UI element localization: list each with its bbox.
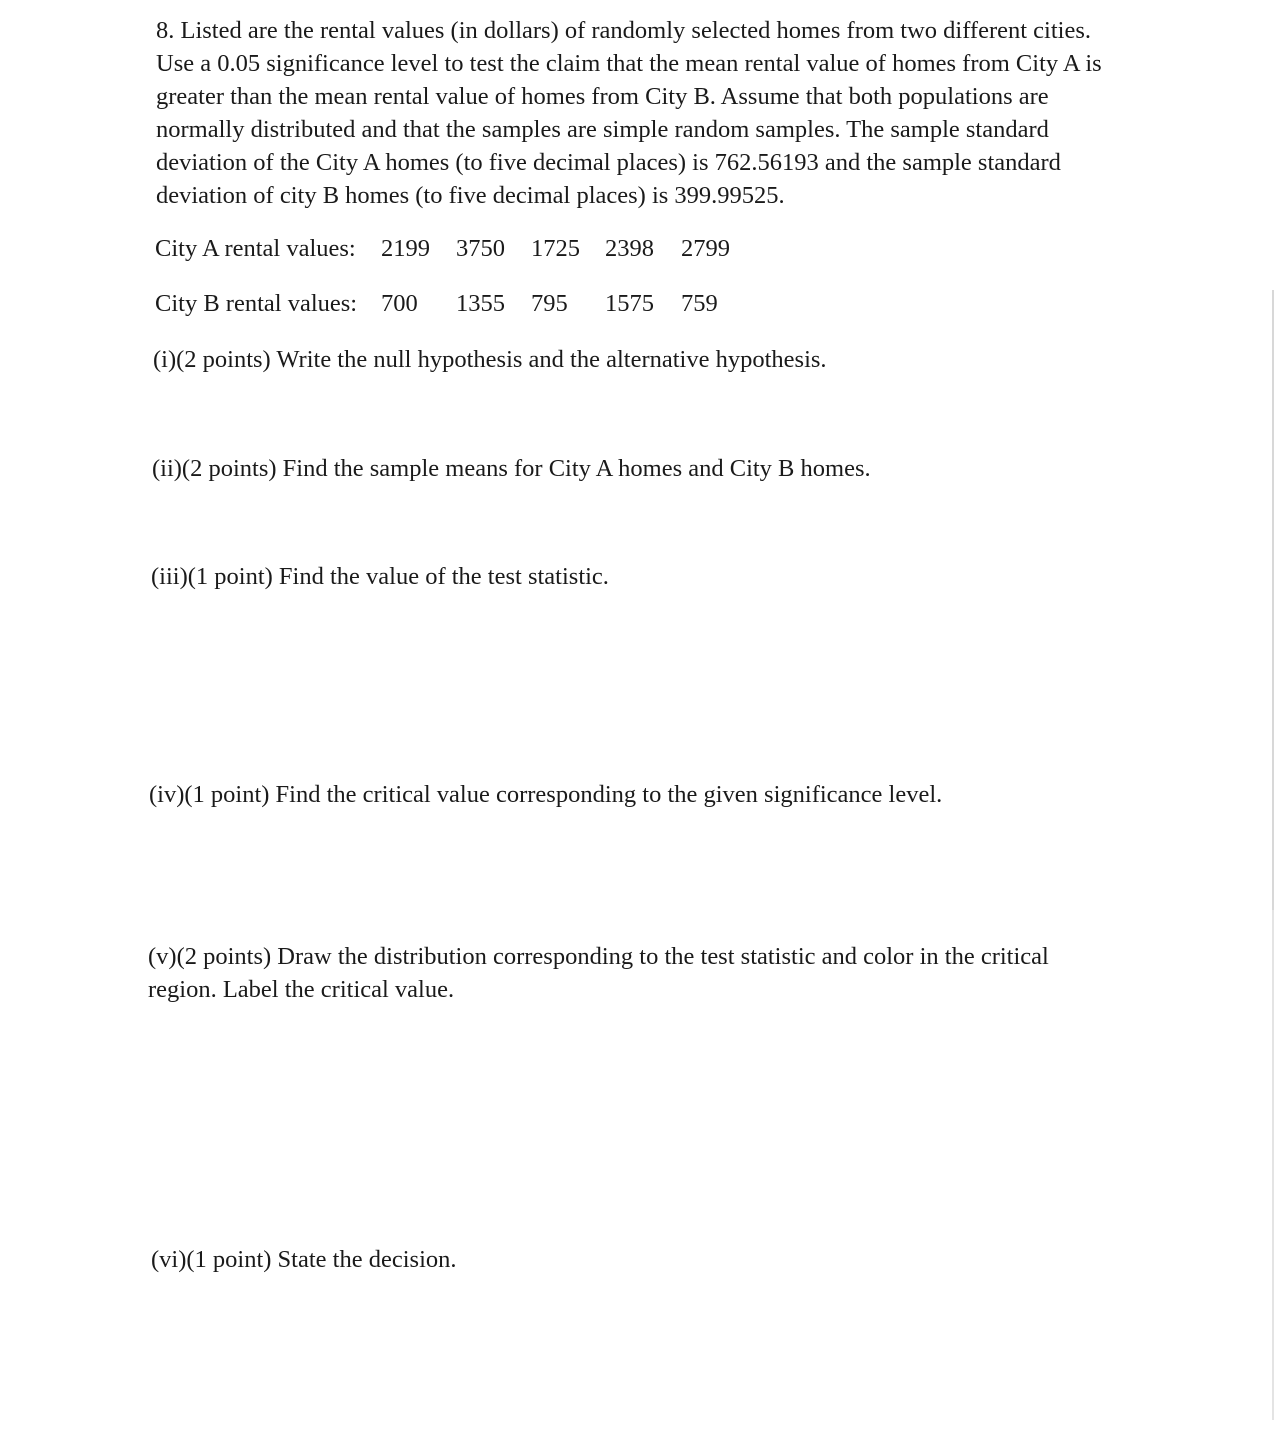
city-b-value: 1355: [456, 290, 505, 317]
problem-line: normally distributed and that the samples are simple random samples. The sample standard: [156, 116, 1049, 143]
city-a-value: 2398: [605, 235, 654, 262]
part-vi-question: [151, 1243, 457, 1276]
question-text: (iii)(1 point) Find the value of the test statistic.: [151, 563, 609, 590]
city-b-value: 1575: [605, 290, 654, 317]
part-v-question: [148, 940, 1049, 1006]
city-a-label: City A rental values:: [155, 235, 356, 262]
city-b-value: 795: [531, 290, 568, 317]
city-a-value: 3750: [456, 235, 505, 262]
scan-edge-shadow: [1272, 910, 1274, 1420]
problem-line: greater than the mean rental value of homes from City B. Assume that both populations are: [156, 83, 1049, 110]
problem-statement: [156, 14, 1146, 212]
city-b-values-row: [155, 289, 718, 319]
city-a-value: 1725: [531, 235, 580, 262]
question-text: (iv)(1 point) Find the critical value corresponding to the given significance level.: [149, 781, 943, 808]
city-b-label: City B rental values:: [155, 290, 358, 317]
problem-line: 8. Listed are the rental values (in dollars) of randomly selected homes from two different cities.: [156, 17, 1092, 44]
city-b-value: 700: [381, 290, 418, 317]
question-text: (vi)(1 point) State the decision.: [151, 1246, 457, 1273]
city-a-values-row: [155, 234, 730, 264]
part-i-question: [153, 343, 827, 376]
part-iv-question: [149, 778, 942, 811]
question-text: (ii)(2 points) Find the sample means for City A homes and City B homes.: [152, 455, 871, 482]
city-a-value: 2799: [681, 235, 730, 262]
question-text: (v)(2 points) Draw the distribution corresponding to the test statistic and color in the critical: [148, 943, 1049, 970]
city-b-value: 759: [681, 290, 718, 317]
part-ii-question: [152, 452, 871, 485]
question-text: region. Label the critical value.: [148, 976, 455, 1003]
scan-edge-shadow: [1272, 290, 1274, 910]
city-a-value: 2199: [381, 235, 430, 262]
problem-line: deviation of the City A homes (to five decimal places) is 762.56193 and the sample standard: [156, 149, 1061, 176]
problem-line: Use a 0.05 significance level to test the claim that the mean rental value of homes from City A is: [156, 50, 1102, 77]
problem-line: deviation of city B homes (to five decimal places) is 399.99525.: [156, 182, 785, 209]
part-iii-question: [151, 560, 609, 593]
question-text: (i)(2 points) Write the null hypothesis and the alternative hypothesis.: [153, 346, 827, 373]
